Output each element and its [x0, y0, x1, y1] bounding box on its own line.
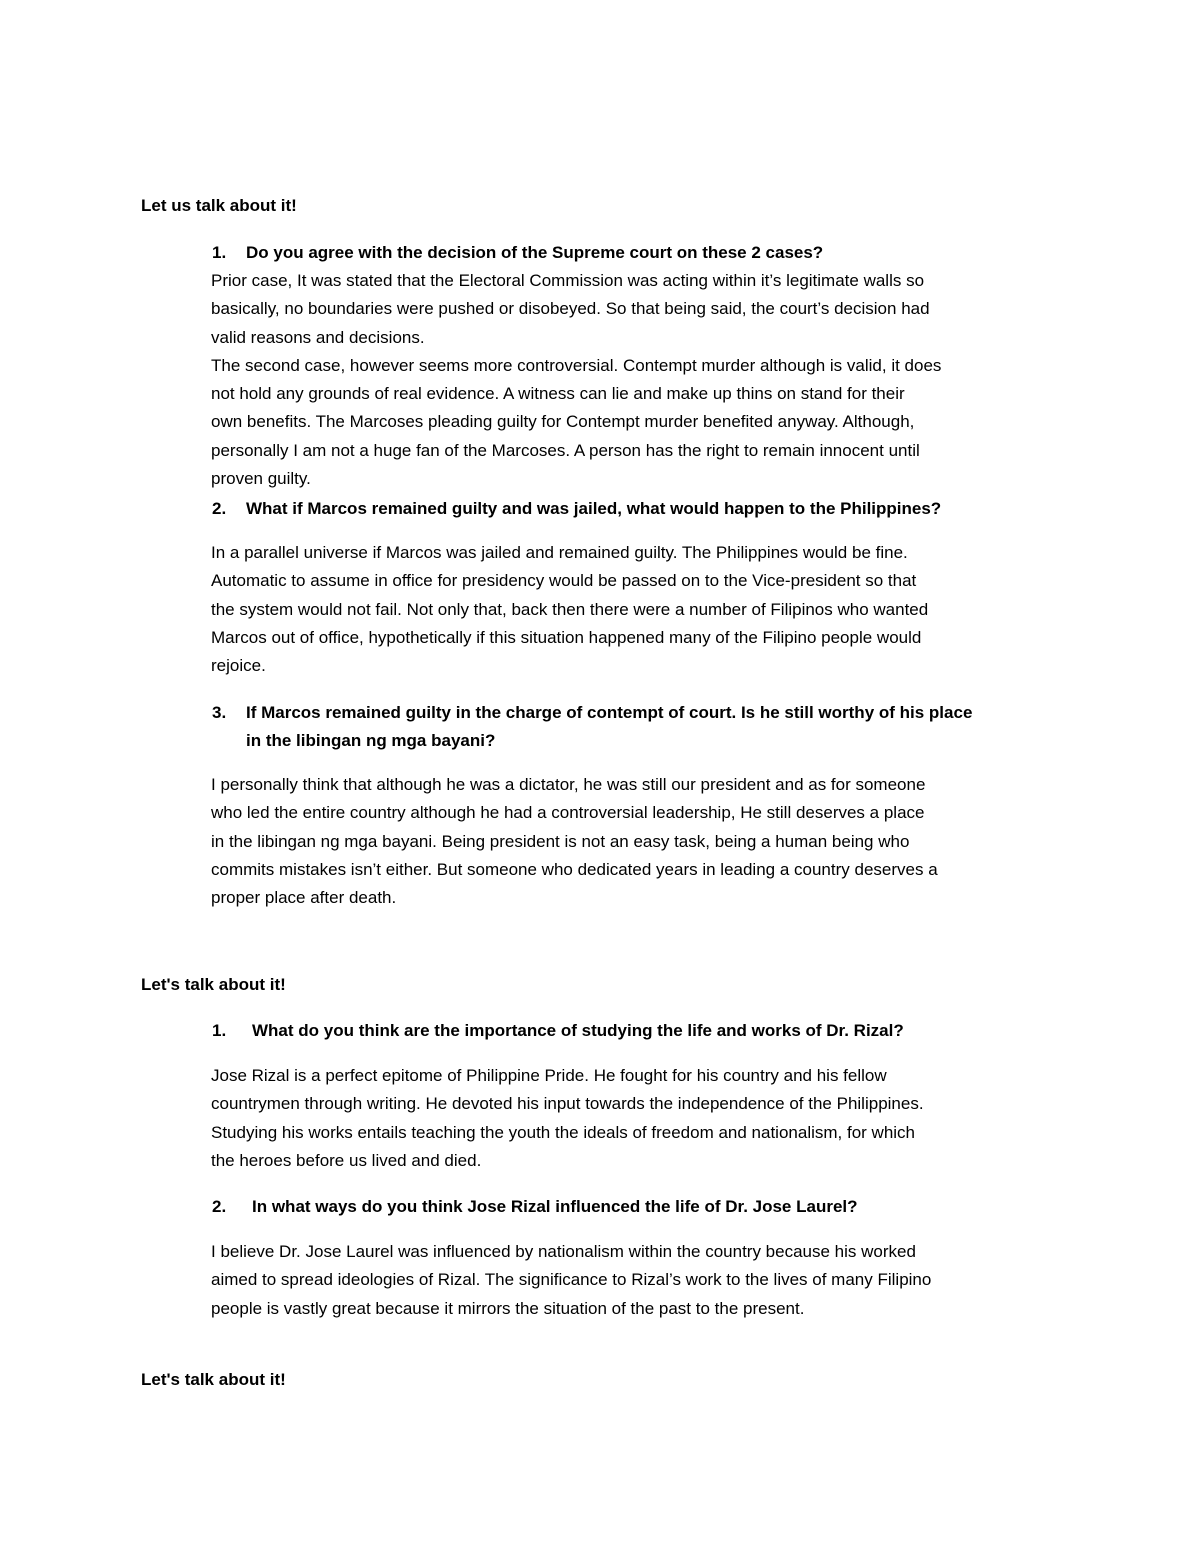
question-item	[212, 699, 1112, 755]
question-text: Do you agree with the decision of the Supreme court on these 2 cases?	[246, 243, 824, 262]
answer-line: Prior case, It was stated that the Electoral Commission was acting within it’s legitimate walls so	[211, 271, 925, 290]
question-number: 1.	[212, 1021, 227, 1040]
answer-line: Jose Rizal is a perfect epitome of Philippine Pride. He fought for his country and his fellow	[211, 1066, 887, 1085]
answer-line: Marcos out of office, hypothetically if this situation happened many of the Filipino people would	[211, 627, 922, 647]
question-text-line: If Marcos remained guilty in the charge of contempt of court. Is he still worthy of his place	[246, 703, 973, 722]
question-text: What if Marcos remained guilty and was jailed, what would happen to the Philippines?	[246, 499, 942, 518]
answer-paragraph	[211, 267, 1071, 493]
answer-line: in the libingan ng mga bayani. Being president is not an easy task, being a human being who	[211, 831, 910, 851]
answer-line: proven guilty.	[211, 469, 311, 489]
answer-line: proper place after death.	[211, 888, 397, 908]
answer-line: I believe Dr. Jose Laurel was influenced by nationalism within the country because his worked	[211, 1242, 916, 1261]
answer-line: own benefits. The Marcoses pleading guilty for Contempt murder benefited anyway. Although,	[211, 412, 915, 432]
answer-line: commits mistakes isn’t either. But someone who dedicated years in leading a country deserves a	[211, 859, 938, 879]
answer-line: not hold any grounds of real evidence. A witness can lie and make up thins on stand for their	[211, 384, 905, 404]
answer-line: rejoice.	[211, 656, 266, 676]
section-heading: Let's talk about it!	[141, 1370, 286, 1389]
answer-line: The second case, however seems more controversial. Contempt murder although is valid, it does	[211, 355, 942, 375]
answer-paragraph	[211, 771, 1071, 912]
question-text: What do you think are the importance of studying the life and works of Dr. Rizal?	[252, 1021, 904, 1040]
answer-line: who led the entire country although he had a controversial leadership, He still deserves a place	[211, 803, 925, 823]
answer-line: Automatic to assume in office for presidency would be passed on to the Vice-president so that	[211, 571, 917, 591]
question-item	[212, 495, 1112, 523]
section-heading: Let us talk about it!	[141, 196, 297, 215]
question-item	[212, 239, 1112, 267]
answer-line: I personally think that although he was a dictator, he was still our president and as for someone	[211, 775, 926, 794]
answer-paragraph	[211, 1062, 1071, 1175]
answer-line: the heroes before us lived and died.	[211, 1150, 482, 1170]
answer-line: valid reasons and decisions.	[211, 327, 425, 347]
answer-line: basically, no boundaries were pushed or disobeyed. So that being said, the court’s decision had	[211, 299, 930, 319]
answer-line: aimed to spread ideologies of Rizal. The significance to Rizal’s work to the lives of many Filipino	[211, 1270, 932, 1290]
answer-line: the system would not fail. Not only that, back then there were a number of Filipinos who wanted	[211, 599, 929, 619]
answer-line: In a parallel universe if Marcos was jailed and remained guilty. The Philippines would be fine.	[211, 543, 908, 562]
question-item	[212, 1017, 1112, 1045]
question-text: In what ways do you think Jose Rizal influenced the life of Dr. Jose Laurel?	[252, 1197, 858, 1216]
answer-line: Studying his works entails teaching the youth the ideals of freedom and nationalism, for which	[211, 1122, 916, 1142]
answer-line: personally I am not a huge fan of the Marcoses. A person has the right to remain innocent until	[211, 440, 920, 460]
question-number: 1.	[212, 243, 227, 262]
section-heading: Let's talk about it!	[141, 975, 286, 994]
question-number: 2.	[212, 1197, 227, 1216]
answer-paragraph	[211, 1238, 1071, 1323]
question-item	[212, 1193, 1112, 1221]
question-text-line: in the libingan ng mga bayani?	[246, 731, 496, 750]
question-number: 2.	[212, 499, 227, 518]
answer-line: countrymen through writing. He devoted his input towards the independence of the Philippines.	[211, 1094, 924, 1114]
answer-paragraph	[211, 539, 1071, 680]
question-number: 3.	[212, 703, 227, 722]
answer-line: people is vastly great because it mirrors the situation of the past to the present.	[211, 1298, 805, 1318]
